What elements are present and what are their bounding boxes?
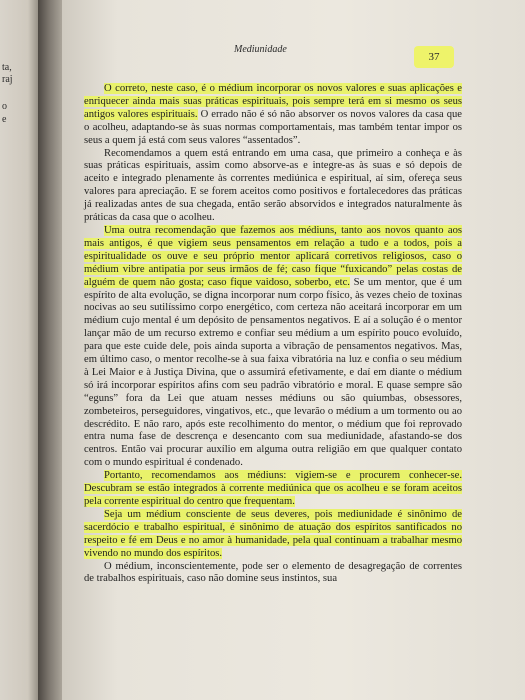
paragraph <box>84 83 462 148</box>
paragraph <box>84 509 462 561</box>
page-number: 37 <box>414 46 454 68</box>
text-span: Recomendamos a quem está entrando em uma casa, que primeiro a conheça e às suas práticas espirituais, assim como absorve-as e integre-as às suas e só depois de aceito e integrado plenamente às correntes mediúnica e espiritual, aí sim, ofereça seus valores para apreciação. E se forem aceitos como positivos e fortalecedores das práticas já realizadas antes de sua chegada, então serão absorvidos e integrados naturalmente às práticas da casa que o acolheu. <box>84 147 462 224</box>
left-page-fragment: e <box>2 114 7 125</box>
left-page-fragment: o <box>2 101 7 112</box>
left-page-fragment: ta, <box>2 62 12 73</box>
paragraph <box>84 470 462 509</box>
text-span: Se um mentor, que é um espírito de alta evolução, se digna incorporar num corpo físico, às vezes cheio de toxinas nocivas ao seu sutilíssimo corpo energético, com certeza não aceitará incorporar em um médium cujo mental é um depósito de pensamentos negativos. E aí a solução é o mentor lançar mão de um recurso extremo e confiar seu médium a um espírito pouco evoluído, para que este cuide dele, pois ainda suporta a vibração de pensamentos negativos. Mas, em último caso, o mentor recolhe-se à sua faixa vibratória na luz e confia o seu médium à Lei Maior e à Justiça Divina, que o assumirá efetivamente, e daí em diante o médium só irá incorporar espíritos afins com seu padrão vibratório e moral. E quase sempre são “eguns” fora da Lei que atuam nesses médiuns ou são quiumbas, obsessores, zombeteiros, perseguidores, vingativos, etc., que levarão o médium a um tormento ou ao descrédito. E não raro, após este recolhimento do mentor, o médium que foi reprovado entra numa fase de descrença e desencanto com sua mediunidade, afastando-se dos centros. Então vai procurar auxílio em alguma outra religião em que qualquer contato com o mundo espiritual é condenado. <box>84 276 462 469</box>
paragraph <box>84 225 462 470</box>
highlighted-text: Portanto, recomendamos aos médiuns: vigiem-se e procurem conhecer-se. Descubram se estão integrados à corrente mediúnica que os acolheu e se foram aceitos pela corrente espiritual do centro que frequentam. <box>84 470 462 507</box>
paragraph <box>84 148 462 225</box>
text-span: O errado não é só não absorver os novos valores da casa que o acolheu, adaptando-se às suas normas comportamentais, mas também tentar impor os seus a quem já está com seus valores “assentados”. <box>84 108 463 146</box>
left-page-edge <box>0 0 40 700</box>
highlighted-text: O correto, neste caso, é o médium incorporar os novos valores e suas aplicações e enriquecer ainda mais suas práticas espirituais, pois sempre terá em si mesmo os seus antigos valores espirituais. <box>84 83 462 120</box>
highlighted-text: Uma outra recomendação que fazemos aos médiuns, tanto aos novos quanto aos mais antigos, é que vigiem seus pensamentos em relação a tudo e a todos, pois a espiritualidade os ouve e seu próprio mentor aplicará corretivos religiosos, caso o médium vibre antipatia por seus irmãos de fé; caso fique “fuxicando” pelas costas de alguém de quem não gosta; caso fique vaidoso, soberbo, etc. <box>84 224 462 288</box>
left-page-fragment: raj <box>2 74 13 85</box>
text-span: O médium, inconscientemente, pode ser o elemento de desagregação de correntes de trabalhos espirituais, caso não domine seus instintos, sua <box>84 560 462 585</box>
running-title: Mediunidade <box>234 44 287 55</box>
paragraph <box>84 561 462 587</box>
highlighted-text: Seja um médium consciente de seus deveres, pois mediunidade é sinônimo de sacerdócio e trabalho espiritual, é sinônimo de atuação dos espíritos santificados no respeito e fé em Deus e no amor à humanidade, pela qual continuam a trabalhar mesmo vivendo no mundo dos espíritos. <box>84 508 462 559</box>
page-body <box>84 83 462 586</box>
book-page <box>62 0 525 700</box>
